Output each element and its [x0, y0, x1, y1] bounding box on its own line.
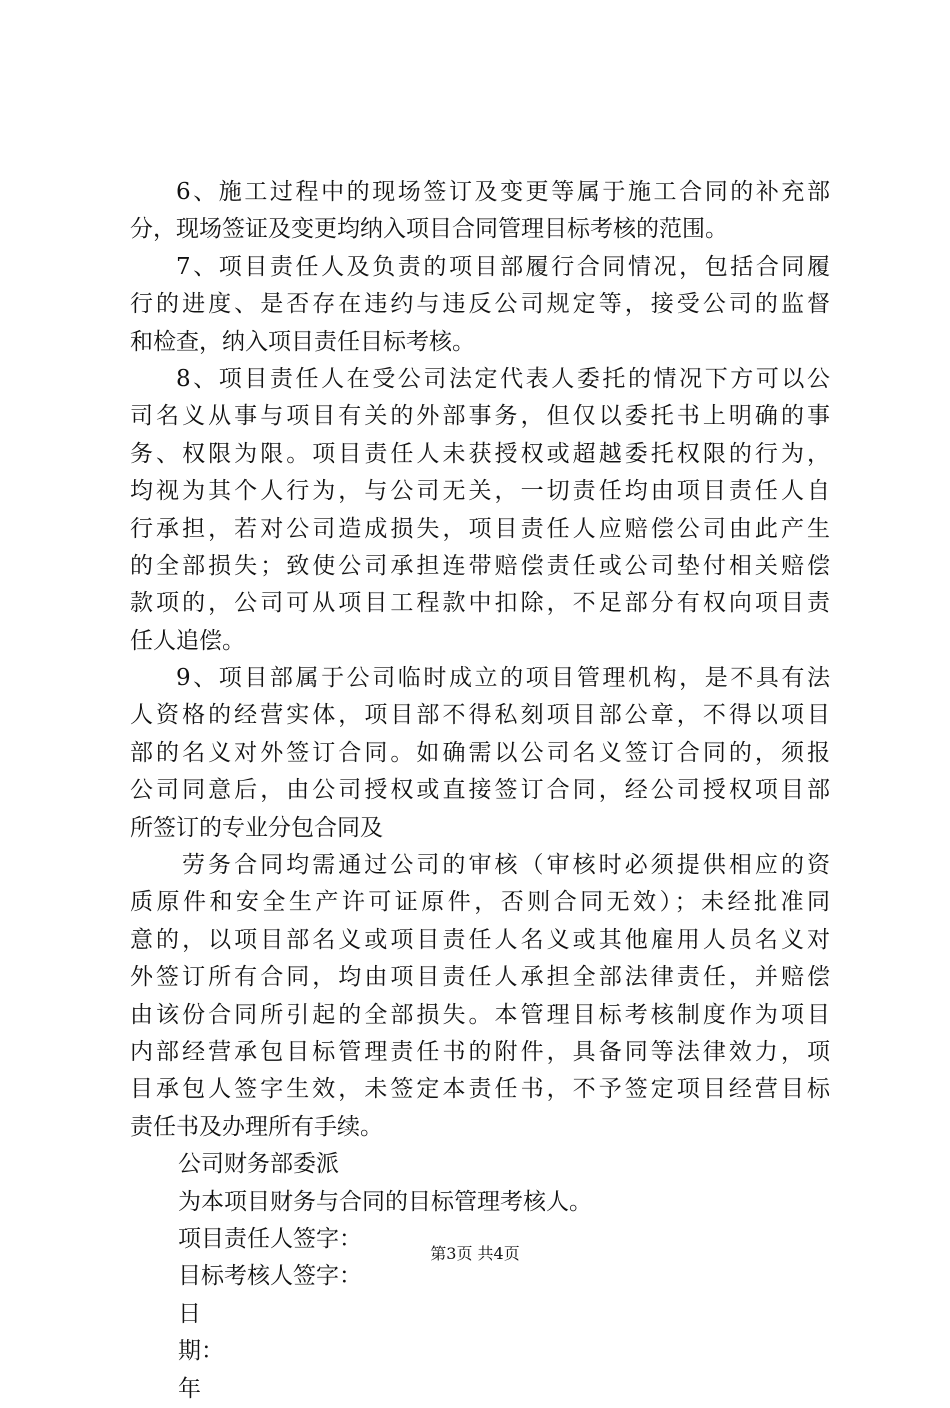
paragraph-item-7	[130, 249, 830, 361]
text-line: 人资格的经营实体，项目部不得私刻项目部公章，不得以项目	[130, 702, 830, 729]
paragraph-item-9	[130, 660, 830, 847]
text-line: 责任书及办理所有手续。	[130, 1113, 383, 1140]
text-line: 内部经营承包目标管理责任书的附件，具备同等法律效力，项	[130, 1038, 830, 1065]
text-line: 任人追偿。	[130, 627, 245, 654]
text-line: 目承包人签字生效，未签定本责任书，不予签定项目经营目标	[130, 1076, 830, 1103]
text-line: 质原件和安全生产许可证原件，否则合同无效）；未经批准同	[130, 889, 830, 916]
date-label-part1: 日	[178, 1300, 201, 1327]
paragraph-item-6	[130, 174, 830, 249]
text-line: 劳务合同均需通过公司的审核（审核时必须提供相应的资	[182, 852, 830, 879]
text-line: 所签订的专业分包合同及	[130, 814, 383, 841]
text-line: 均视为其个人行为，与公司无关，一切责任均由项目责任人自	[130, 478, 830, 505]
page-footer: 第3页 共4页	[430, 1244, 520, 1263]
paragraph-item-8	[130, 361, 830, 660]
text-line: 6、施工过程中的现场签订及变更等属于施工合同的补充部	[176, 179, 830, 205]
text-line: 公司同意后，由公司授权或直接签订合同，经公司授权项目部	[130, 777, 830, 804]
paragraph-labor-contract	[130, 847, 830, 1146]
text-line: 分，现场签证及变更均纳入项目合同管理目标考核的范围。	[130, 216, 728, 243]
assessor-statement: 为本项目财务与合同的目标管理考核人。	[178, 1188, 592, 1215]
signature-block	[130, 1146, 830, 1408]
year-label: 年	[178, 1375, 201, 1402]
text-line: 款项的，公司可从项目工程款中扣除，不足部分有权向项目责	[130, 590, 830, 617]
text-line: 和检查，纳入项目责任目标考核。	[130, 328, 475, 355]
document-body	[130, 174, 830, 1408]
text-line: 意的，以项目部名义或项目责任人名义或其他雇用人员名义对	[130, 926, 830, 953]
text-line: 7、项目责任人及负责的项目部履行合同情况，包括合同履	[176, 253, 830, 280]
responsible-signature-label: 项目责任人签字：	[178, 1225, 362, 1252]
text-line: 9、项目部属于公司临时成立的项目管理机构，是不具有法	[176, 665, 830, 692]
text-line: 部的名义对外签订合同。如确需以公司名义签订合同的，须报	[130, 739, 830, 766]
text-line: 行的进度、是否存在违约与违反公司规定等，接受公司的监督	[130, 291, 830, 318]
text-line: 司名义从事与项目有关的外部事务，但仅以委托书上明确的事	[130, 403, 830, 430]
text-line: 外签订所有合同，均由项目责任人承担全部法律责任，并赔偿	[130, 964, 830, 991]
text-line: 行承担，若对公司造成损失，项目责任人应赔偿公司由此产生	[130, 515, 830, 542]
assessor-signature-label: 目标考核人签字：	[178, 1263, 362, 1290]
finance-dept-line: 公司财务部委派	[178, 1151, 339, 1178]
text-line: 8、项目责任人在受公司法定代表人委托的情况下方可以公	[176, 365, 830, 392]
text-line: 由该份合同所引起的全部损失。本管理目标考核制度作为项目	[130, 1001, 830, 1028]
text-line: 务、权限为限。项目责任人未获授权或超越委托权限的行为，	[130, 440, 830, 467]
text-line: 的全部损失；致使公司承担连带赔偿责任或公司垫付相关赔偿	[130, 552, 830, 579]
date-label-part2: 期：	[178, 1338, 224, 1365]
